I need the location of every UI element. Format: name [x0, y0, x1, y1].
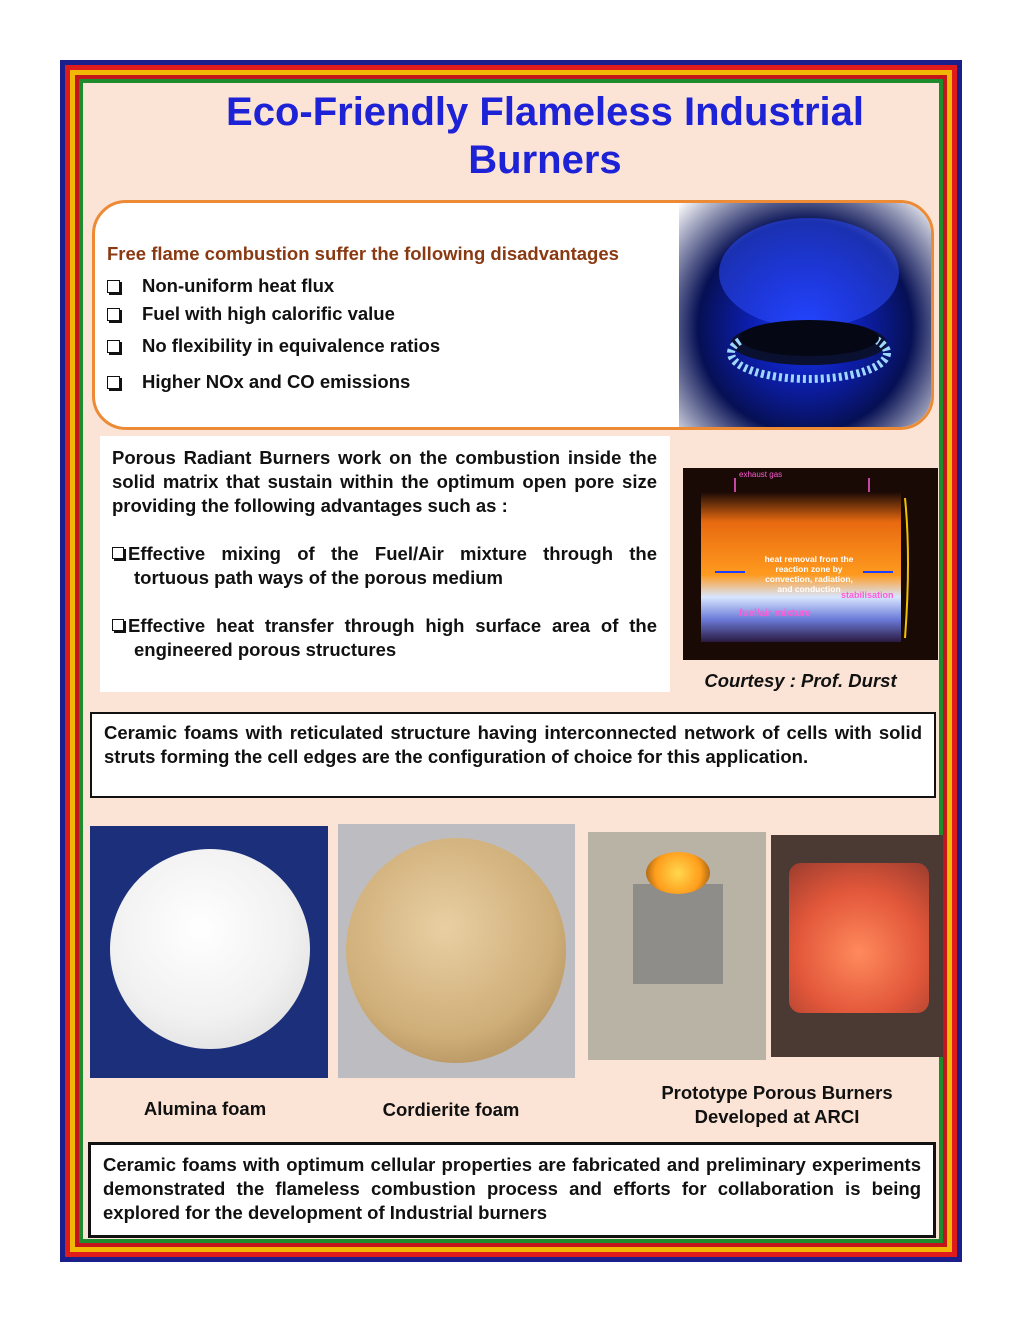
- cordierite-foam-photo: [338, 824, 575, 1078]
- page-title: Eco-Friendly Flameless Industrial Burners: [226, 90, 864, 182]
- prototype-burner-photo-1: [588, 832, 766, 1060]
- alumina-foam-caption: Alumina foam: [143, 1098, 267, 1119]
- advantage-item: Effective mixing of the Fuel/Air mixture through the tortuous path ways of the porous medium: [112, 542, 657, 590]
- checkbox-bullet-icon: [107, 340, 120, 353]
- gas-flame-photo: [679, 203, 931, 429]
- diagram-label-stabilisation: stabilisation: [841, 590, 894, 600]
- checkbox-bullet-icon: [112, 619, 124, 631]
- radiant-glow: [789, 863, 929, 1013]
- diagram-label-heat-removal: heat removal from the reaction zone by convection, radiation, and conduction: [764, 554, 854, 594]
- disadvantages-list: [107, 275, 440, 393]
- advantage-item: Effective heat transfer through high surface area of the engineered porous structures: [112, 614, 657, 662]
- cordierite-foam-caption: Cordierite foam: [382, 1099, 520, 1120]
- diagram-label-exhaust: exhaust gas: [739, 470, 783, 479]
- prototype-burner-photo-2: [771, 835, 943, 1057]
- diagram-label-fuel-air: fuel/air mixture: [739, 608, 811, 619]
- alumina-foam-disc: [110, 849, 310, 1049]
- list-item: Non-uniform heat flux: [107, 275, 440, 297]
- porous-intro-text: Porous Radiant Burners work on the combustion inside the solid matrix that sustain within the optimum open pore size providing the following advantages such as :: [112, 447, 657, 516]
- ceramic-foam-conclusion: Ceramic foams with optimum cellular properties are fabricated and preliminary experiments demonstrated the flameless combustion process and efforts for collaboration is being explored for the development of Industrial burners: [88, 1142, 936, 1238]
- porous-burner-diagram: [683, 468, 938, 660]
- list-item: Fuel with high calorific value: [107, 303, 440, 325]
- burner-glow: [646, 852, 710, 894]
- burner-body: [633, 884, 723, 984]
- porous-burner-panel: [100, 436, 670, 692]
- prototype-burner-caption: Prototype Porous Burners Developed at ARCI: [661, 1082, 893, 1127]
- checkbox-bullet-icon: [107, 376, 120, 389]
- alumina-foam-photo: [90, 826, 328, 1078]
- checkbox-bullet-icon: [107, 280, 120, 293]
- checkbox-bullet-icon: [112, 547, 124, 559]
- list-item: No flexibility in equivalence ratios: [107, 335, 440, 357]
- cordierite-foam-disc: [346, 838, 566, 1063]
- disadvantages-panel: [92, 200, 934, 430]
- disadvantages-heading: Free flame combustion suffer the following disadvantages: [107, 243, 619, 264]
- ceramic-foam-description: Ceramic foams with reticulated structure having interconnected network of cells with solid struts forming the cell edges are the configuration of choice for this application.: [90, 712, 936, 798]
- gas-burner-illustration: [679, 203, 931, 429]
- list-item: Higher NOx and CO emissions: [107, 371, 440, 393]
- courtesy-credit: Courtesy : Prof. Durst: [704, 670, 897, 691]
- checkbox-bullet-icon: [107, 308, 120, 321]
